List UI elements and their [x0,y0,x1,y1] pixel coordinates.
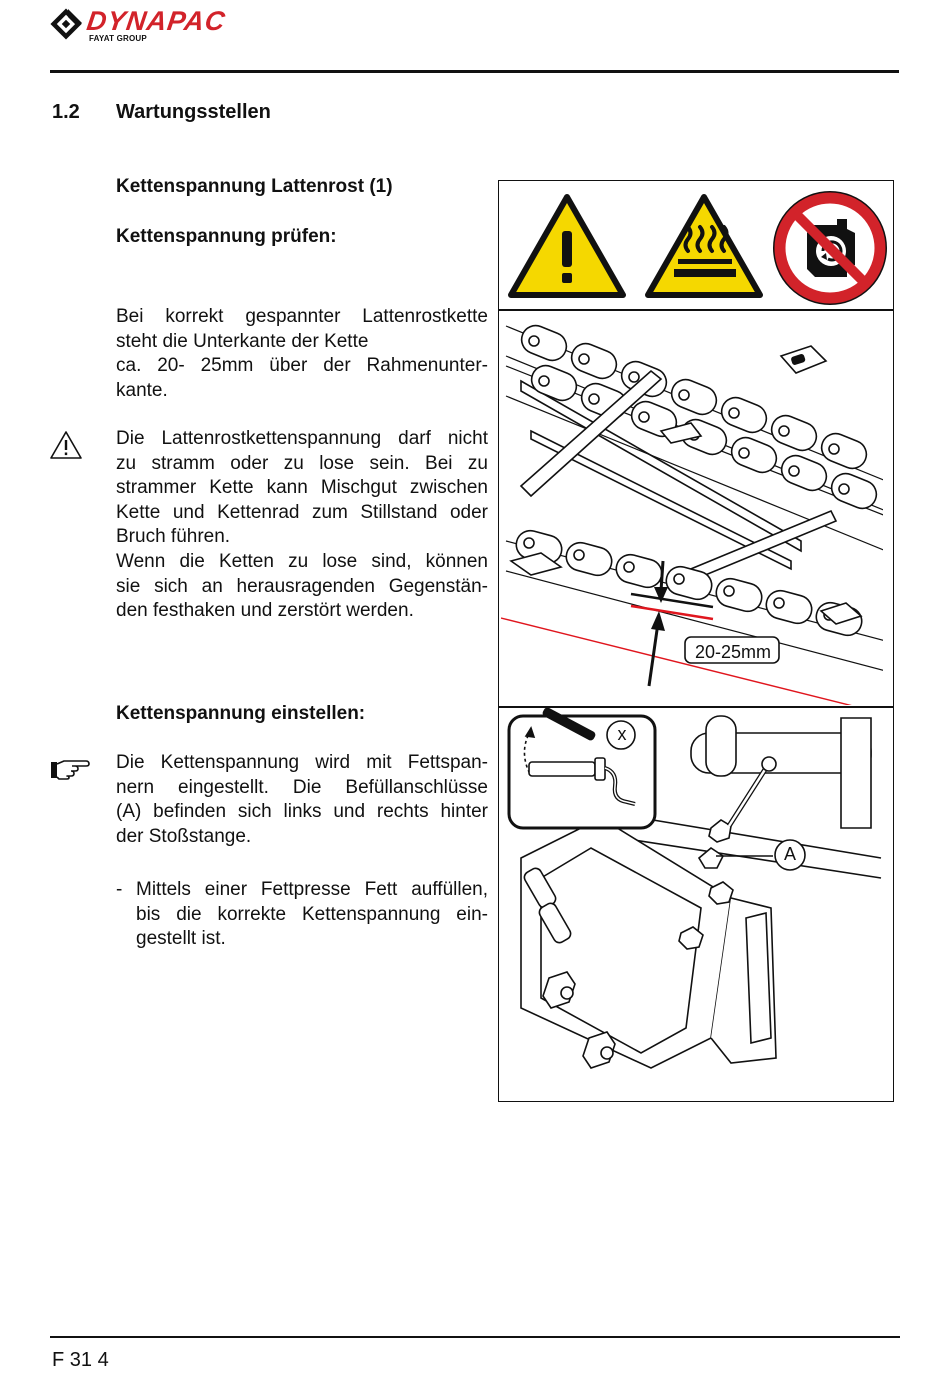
no-engine-running-icon [771,189,889,307]
text-line: ca. 20- 25mm über der Rahmenunter- [116,355,488,377]
label-a: A [783,844,796,864]
check-heading: Kettenspannung prüfen: [116,226,337,247]
text-line: Mittels einer Fettpresse Fett auffüllen, [136,879,488,900]
dimension-label: 20-25mm [694,642,772,662]
header-rule [50,70,899,73]
text-line: nern eingestellt. Die Befüllanschlüsse [116,776,488,798]
text-line: Bei korrekt gespannter Lattenrostkette [116,306,488,327]
text-line: Kette und Kettenrad zum Stillstand oder [116,501,488,523]
text-line: kante. [116,379,168,401]
bullet-dash: - [116,879,123,900]
text-line: zu stramm oder zu lose sein. Bei zu [116,452,488,474]
warning-triangle-icon [507,191,627,301]
figure-panel [498,180,894,1102]
text-line: den festhaken und zerstört werden. [116,600,414,622]
check-text [116,305,488,403]
grease-fitting-illustration [501,708,893,1101]
hot-surface-icon [644,191,764,301]
text-line: bis die korrekte Kettenspannung ein- [136,903,488,925]
section-title: Wartungsstellen [116,101,271,123]
adjust-text [116,751,488,849]
adjust-heading: Kettenspannung einstellen: [116,703,366,724]
subsection-title: Kettenspannung Lattenrost (1) [116,176,393,197]
bullet-item [116,878,488,952]
text-line: strammer Kette kann Mischgut zwischen [116,477,488,499]
text-line: gestellt ist. [136,928,226,950]
section-number: 1.2 [52,101,80,123]
label-x: x [617,724,627,744]
brand-logo [50,6,300,44]
text-line: der Stoßstange. [116,825,252,847]
text-line: Die Kettenspannung wird mit Fettspan- [116,752,488,773]
text-line: Wenn die Ketten zu lose sind, können [116,550,488,572]
text-line: Bruch führen. [116,526,231,548]
brand-group: FAYAT GROUP [89,34,147,43]
text-line: Die Lattenrostkettenspannung darf nicht [116,428,488,449]
text-line: (A) befinden sich links und rechts hinter [116,801,488,823]
pointing-hand-icon [50,758,90,780]
warning-icon [49,430,83,460]
brand-name: DYNAPAC [84,6,228,36]
warning-text [116,427,488,624]
document-id: F 31 4 [52,1349,109,1371]
text-line: steht die Unterkante der Kette [116,330,369,352]
footer-rule [50,1336,900,1338]
text-line: sie sich an herausragenden Gegenstän- [116,575,488,597]
